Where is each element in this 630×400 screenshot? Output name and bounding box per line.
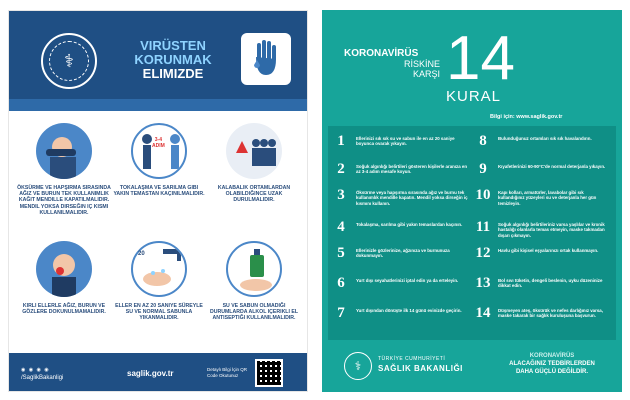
- slogan-line-3: DAHA GÜÇLÜ DEĞİLDİR.: [515, 369, 589, 375]
- rule-number: 1: [337, 133, 345, 149]
- title-line-1: VIRÜSTEN: [140, 38, 206, 53]
- rule-text: Bol sıvı tüketin, dengeli beslenin, uyku düzeninize dikkat edin.: [498, 278, 603, 289]
- title-line-2: KORUNMAK: [134, 52, 212, 67]
- rule-number: 11: [475, 219, 491, 235]
- rule-text: Kıyafetlerinizi 60-90°C'de normal deterjanla yıkayın.: [498, 164, 606, 169]
- rule-number: 2: [337, 161, 345, 177]
- rule-item: [332, 162, 470, 188]
- qr-code[interactable]: [255, 359, 283, 387]
- distance-label-top: 3-4: [154, 137, 162, 143]
- rule-number: 14: [475, 305, 491, 321]
- slogan-line-2: ALACAĞINIZ TEDBİRLERDEN: [509, 361, 595, 367]
- title-karsi: KARŞI: [412, 69, 440, 79]
- social-icons: ◉ ◉ ◉ ◉: [21, 367, 50, 373]
- header-band: [9, 99, 308, 111]
- caption-crowd: KALABALIK ORTAMLARDAN OLABILDIĞINCE UZAK DURULMALIDIR.: [217, 185, 291, 204]
- rule-number: 12: [475, 245, 491, 261]
- caption-wash: ELLER EN AZ 20 SANIYE SÜREYLE SU VE NORMAL SABUNLA YIKANMALIDIR.: [115, 303, 203, 322]
- rule-number: 7: [337, 305, 345, 321]
- rule-item: [474, 246, 612, 272]
- rule-number: 6: [337, 275, 345, 291]
- rule-text: Soğuk algınlığı belirtileriniz varsa yaşlılar ve kronik hastalığı olanlarla temas etmeyin, maske takmadan dışarı çıkmayın.: [498, 222, 605, 238]
- info-link[interactable]: Bilgi için: www.saglik.gov.tr: [490, 114, 563, 120]
- rule-text: Kapı kolları, armatürler, lavabolar gibi sık kullandığınız yüzeyleri su ve deterjanla her gün temizleyin.: [498, 190, 597, 206]
- crowd-icon: [226, 123, 282, 179]
- left-header: [9, 11, 308, 111]
- rule-text: Tokalaşma, sarılma gibi yakın temaslardan kaçının.: [356, 222, 463, 227]
- precaution-distance: [112, 123, 206, 197]
- rule-text: Bulunduğunuz ortamları sık sık havalandırın.: [498, 136, 592, 141]
- rule-item: [332, 220, 470, 246]
- social-block: [21, 367, 63, 381]
- rule-number: 10: [475, 187, 491, 203]
- precaution-crowd: [207, 123, 301, 204]
- precaution-sanitizer: [207, 241, 301, 322]
- precaution-grid: [17, 123, 301, 348]
- rule-text: Öksürme veya hapşırma sırasında ağız ve burnu tek kullanımlık mendille kapatın. Mendil yoksa dirseğin iç kısmını kullanın.: [356, 190, 468, 206]
- kural-label: KURAL: [446, 88, 502, 105]
- republic-label: TÜRKİYE CUMHURİYETİ: [378, 356, 446, 362]
- hand-wash-icon: [131, 241, 187, 297]
- website-link[interactable]: saglik.gov.tr: [127, 369, 174, 378]
- rule-item: [474, 162, 612, 188]
- rule-text: Düşmeyen ateş, öksürük ve nefes darlığınız varsa, maske takarak bir sağlık kuruluşuna başvurun.: [498, 308, 603, 319]
- slogan: [492, 352, 612, 376]
- rule-number: 5: [337, 245, 345, 261]
- rule-text: Yurt dışından dönüşte ilk 14 günü evinizde geçirin.: [356, 308, 462, 313]
- right-title: [344, 48, 440, 79]
- caption-face: KIRLI ELLERLE AĞIZ, BURUN VE GÖZLERE DOKUNULMAMALIDIR.: [22, 303, 106, 316]
- rule-text: Ellerinizi sık sık su ve sabun ile en az 20 saniye boyunca ovarak yıkayın.: [356, 136, 455, 147]
- distance-people-icon: [131, 123, 187, 179]
- sanitizer-icon: [226, 241, 282, 297]
- precaution-wash: [112, 241, 206, 322]
- precaution-face: [17, 241, 111, 315]
- rule-item: [474, 134, 612, 160]
- rule-item: [474, 220, 612, 246]
- qr-caption: Detaylı Bilgi İçin QR Code Okutunuz: [207, 367, 248, 378]
- rule-item: [474, 188, 612, 214]
- cough-elbow-icon: [36, 123, 92, 179]
- rule-item: [332, 246, 470, 272]
- rule-item: [474, 306, 612, 332]
- caption-distance: TOKALAŞMA VE SARILMA GIBI YAKIN TEMASTAN KAÇINILMALIDIR.: [113, 185, 205, 198]
- ministry-label: SAĞLIK BAKANLIĞI: [378, 364, 463, 373]
- rule-number: 13: [475, 275, 491, 291]
- rule-text: Havlu gibi kişisel eşyalarınızı ortak kullanmayın.: [498, 248, 599, 253]
- title-koronavirus: KORONAVİRÜS: [344, 48, 419, 59]
- right-footer: [322, 340, 622, 392]
- slogan-line-1: KORONAVİRÜS: [529, 353, 575, 359]
- ministry-seal-icon: ⚕: [41, 33, 97, 89]
- rule-number: 9: [479, 161, 487, 177]
- precaution-cough: [17, 123, 111, 216]
- rule-text: Yurt dışı seyahatlerinizi iptal edin ya da erteleyin.: [356, 278, 459, 283]
- title-riskine: RİSKİNE: [403, 59, 440, 69]
- rule-item: [332, 188, 470, 214]
- right-poster: [322, 10, 622, 392]
- raised-hand-icon: [241, 33, 291, 85]
- distance-label-bottom: ADIM: [152, 143, 165, 149]
- rule-number: 8: [479, 133, 487, 149]
- ministry-seal-icon: ⚕: [344, 352, 372, 380]
- title-line-3: ELIMIZDE: [142, 66, 204, 81]
- rule-text: Soğuk algınlığı belirtileri gösteren kişilerle aranıza en az 3-4 adım mesafe koyun.: [356, 164, 468, 175]
- caption-cough: ÖKSÜRME VE HAPŞIRMA SIRASINDA AĞIZ VE BURUN TEK KULLANIMLIK KAĞIT MENDILLE KAPATILMALIDIR. MENDIL YOKSA DIRSEĞIN IÇ KISMI KULLANILMALIDIR.: [17, 185, 111, 216]
- rules-panel: [328, 126, 616, 340]
- rule-item: [332, 134, 470, 160]
- rule-number: 4: [337, 219, 345, 235]
- rule-text: Ellerinizle gözlerinize, ağzınıza ve burnunuza dokunmayın.: [356, 248, 450, 259]
- left-title: [113, 39, 233, 81]
- timer-label: 20: [138, 251, 145, 257]
- big-number: 14: [446, 24, 515, 93]
- left-footer: [9, 353, 308, 392]
- rule-item: [332, 276, 470, 302]
- touch-face-icon: [36, 241, 92, 297]
- rule-item: [332, 306, 470, 332]
- rule-item: [474, 276, 612, 302]
- left-poster: [8, 10, 308, 392]
- caption-sanitizer: SU VE SABUN OLMADIĞI DURUMLARDA ALKOL IÇERIKLI EL ANTISEPTIĞI KULLANILMALIDIR.: [210, 303, 298, 322]
- social-handle[interactable]: /SaglikBakanligi: [21, 375, 64, 381]
- rule-number: 3: [337, 187, 345, 203]
